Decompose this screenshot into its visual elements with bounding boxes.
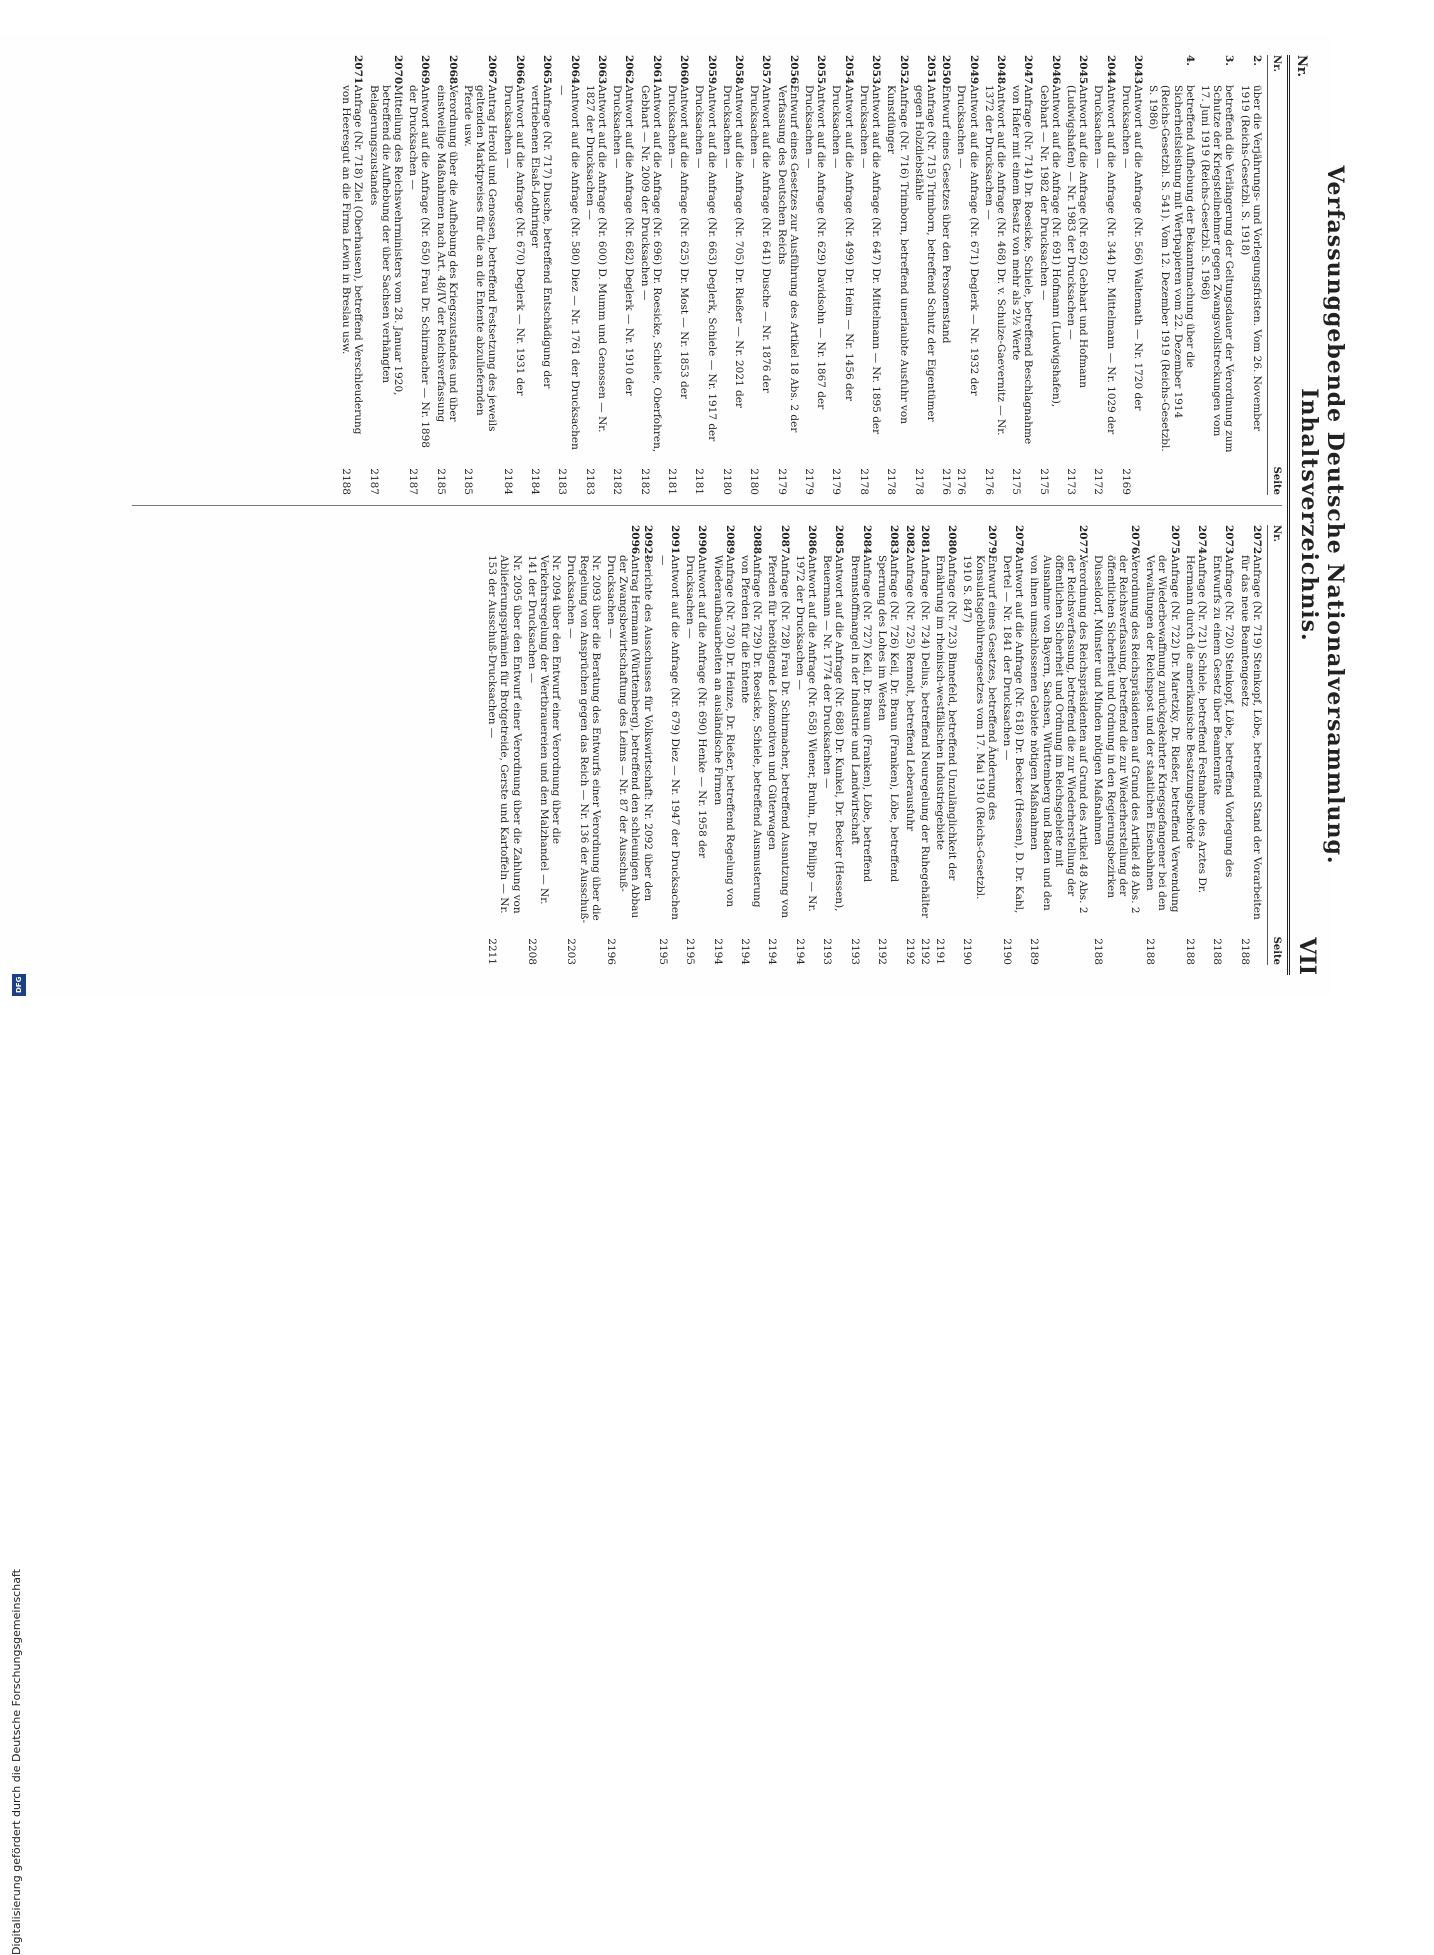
- dfg-logo-icon: DFG: [12, 974, 26, 996]
- entry-number: 2051.: [924, 55, 937, 88]
- entry-title: Anfrage (Nr. 714) Dr. Roesicke, Schiele, betreffend Beschlagnahme von Hafer mit einem Besatz von mehr als 2½ Werte: [1010, 85, 1035, 445]
- entry-page: 2172: [1092, 468, 1105, 495]
- entry-title: Antwort auf die Anfrage (Nr. 618) Dr. Becker (Hessen), D. Dr. Kahl, Dertel — Nr. 1841 der Drucksachen —: [1000, 555, 1026, 914]
- entry-number: 2087.: [778, 525, 791, 558]
- entry-title: Antwort auf die Anfrage (Nr. 658) Wiener, Bruhn, Dr. Philipp — Nr. 1972 der Drucksachen —: [793, 555, 819, 912]
- entry-page: 2175: [1010, 468, 1023, 495]
- entry-number: 2061.: [650, 55, 663, 88]
- index-entry: [913, 55, 937, 495]
- entry-page: 2185: [434, 468, 447, 495]
- index-entry: [849, 525, 873, 965]
- index-entry: [903, 525, 915, 965]
- right-entry-list: [486, 525, 1263, 965]
- index-entry: [611, 55, 635, 495]
- entry-page: 2194: [793, 938, 806, 965]
- entry-title: Antwort auf die Anfrage (Nr. 625) Dr. Most — Nr. 1853 der Drucksachen —: [666, 85, 691, 399]
- index-entry: [462, 55, 499, 495]
- entry-number: 2074.: [1195, 525, 1208, 558]
- entry-page: 2181: [693, 468, 706, 495]
- entry-title: Anfrage (Nr. 715) Trimborn, betreffend Schutz der Eigentümer gegen Holzdiebstähle: [912, 85, 937, 422]
- entry-number: 2062.: [623, 55, 636, 88]
- entry-title: Antwort auf die Anfrage (Nr. 688) Dr. Kunkel, Dr. Becker (Hessen), Beuermann — Nr. 1774 der Drucksachen —: [821, 555, 846, 912]
- entry-page: 2187: [367, 468, 380, 495]
- index-entry: [584, 55, 608, 495]
- entry-page: 2188: [1183, 938, 1196, 965]
- entry-number: 2043.: [1131, 55, 1144, 88]
- index-entry: [821, 525, 845, 965]
- right-column: [483, 525, 1282, 965]
- entry-title: Anfrage (Nr. 718) Ziel (Oberhausen), betreffend Verschleuderung von Heeresgut an die Firma Lewin in Breslau usw.: [340, 85, 365, 435]
- entry-page: 2187: [407, 468, 420, 495]
- entry-number: 2060.: [678, 55, 691, 88]
- entry-title: Antwort auf die Anfrage (Nr. 671) Deglerk — Nr. 1932 der Drucksachen —: [955, 85, 980, 396]
- left-nr-heading: Nr.: [1271, 55, 1282, 72]
- entry-number: 2077.: [1077, 525, 1090, 558]
- index-entry: [529, 55, 553, 495]
- entry-page: 2179: [803, 468, 816, 495]
- entry-page: 2180: [720, 468, 733, 495]
- page-title: Verfassunggebende Deutsche Nationalversammlung. Inhaltsverzeichnis.: [1296, 165, 1348, 865]
- entry-page: 2188: [1092, 938, 1105, 965]
- entry-title: Anfrage (Nr. 720) Steinkopf, Löbe, betreffend Vorlegung des Entwurfs zu einem Gesetz über Beamtenräte: [1211, 555, 1236, 878]
- index-entry: [605, 525, 654, 965]
- entry-page: 2195: [656, 938, 669, 965]
- entry-page: 2194: [766, 938, 779, 965]
- entry-title: Antwort auf die Anfrage (Nr. 663) Deglerk, Schiele — Nr. 1917 der Drucksachen —: [693, 85, 718, 442]
- entry-page: 2193: [821, 938, 834, 965]
- entry-page: 2192: [918, 938, 931, 965]
- entry-number: 2072.: [1250, 525, 1263, 558]
- index-entry: [693, 55, 717, 495]
- entry-title: Antwort auf die Anfrage (Nr. 705) Dr. Rießer — Nr. 2021 der Drucksachen —: [720, 85, 746, 409]
- entry-title: Antwort auf die Anfrage (Nr. 468) Dr. v. Schulze-Gaevernitz — Nr. 1372 der Drucksachen —: [982, 85, 1007, 436]
- entry-number: 3.: [1223, 55, 1236, 66]
- entry-title: Antwort auf die Anfrage (Nr. 580) Diez — Nr. 1761 der Drucksachen —: [556, 85, 581, 450]
- entry-title: Antwort auf die Anfrage (Nr. 641) Dusche — Nr. 1876 der Drucksachen —: [748, 85, 773, 393]
- header-nr-label: Nr.: [1294, 55, 1309, 78]
- entry-page: 2180: [748, 468, 761, 495]
- entry-number: 2073.: [1223, 525, 1236, 558]
- index-entry: [1147, 55, 1196, 495]
- index-entry: [766, 525, 790, 965]
- index-entry: [1065, 55, 1089, 495]
- index-entry: [1238, 55, 1262, 495]
- digitization-footer: [8, 0, 26, 1955]
- index-entry: [486, 525, 523, 965]
- entry-title: Entwurf eines Gesetzes zur Ausführung des Artikel 18 Abs. 2 der Verfassung des Deutschen Reichs: [775, 85, 800, 433]
- entry-page: 2176: [955, 468, 968, 495]
- entry-title: Antwort auf die Anfrage (Nr. 682) Deglerk — Nr. 1910 der Drucksachen —: [611, 85, 636, 396]
- index-entry: [565, 525, 602, 965]
- entry-number: 2.: [1250, 55, 1263, 66]
- entry-number: 2066.: [513, 55, 526, 88]
- entry-number: 2058.: [733, 55, 746, 88]
- entry-title: Nr. 2093 über die Beratung des Entwurfs einer Verordnung über die Regelung von Ansprüchen gegen das Reich — Nr. 136 der Ausschuß-Drucksachen —: [565, 555, 602, 924]
- entry-page: 2192: [876, 938, 889, 965]
- index-entry: [1092, 55, 1116, 495]
- entry-number: 2050.: [940, 55, 953, 88]
- entry-title: Antwort auf die Anfrage (Nr. 670) Deglerk — Nr. 1931 der Drucksachen —: [501, 85, 526, 396]
- entry-number: 2052.: [897, 55, 910, 88]
- index-entry: [748, 55, 772, 495]
- index-entry: [1238, 525, 1262, 965]
- entry-title: Antwort auf die Anfrage (Nr. 647) Dr. Mittelmann — Nr. 1895 der Drucksachen —: [857, 85, 883, 435]
- entry-number: 2083.: [888, 525, 901, 558]
- entry-page: 2183: [583, 468, 596, 495]
- index-entry: [739, 525, 763, 965]
- funding-notice: Digitalisierung gefördert durch die Deutsche Forschungsgemeinschaft: [10, 1569, 23, 1955]
- entry-page: 2188: [340, 468, 353, 495]
- entry-title: Anfrage (Nr. 726) Keil, Dr. Braun (Franken), Löbe, betreffend Sperrung des Lohes im Westen: [876, 555, 901, 883]
- page-number: VII: [1294, 937, 1320, 975]
- index-entry: [721, 55, 745, 495]
- entry-page: 2181: [666, 468, 679, 495]
- entry-number: 2078.: [1013, 525, 1026, 558]
- index-entry: [657, 525, 681, 965]
- entry-page: 2194: [739, 938, 752, 965]
- entry-title: Antwort auf die Anfrage (Nr. 650) Frau Dr. Schirmacher — Nr. 1898 der Drucksachen —: [407, 85, 432, 448]
- entry-title: über die Verjährungs- und Vorlegungsfristen. Vom 26. November 1919 (Reichs-Gesetzbl. S. 1918): [1238, 85, 1263, 432]
- entry-number: 2055.: [815, 55, 828, 88]
- index-entry: [775, 55, 799, 495]
- left-seite-heading: Seite: [1271, 466, 1282, 495]
- entry-page: 2196: [605, 938, 618, 965]
- entry-page: 2183: [556, 468, 569, 495]
- entry-title: Anfrage (Nr. 728) Frau Dr. Schirmacher, betreffend Ausnutzung von Pferden für benötigende Lokomotiven und Güterwagen: [766, 555, 791, 919]
- right-column-header: [1267, 525, 1282, 965]
- entry-number: 2065.: [541, 55, 554, 88]
- entry-title: betreffend Aufhebung der Bekanntmachung über die Sicherheitsleistung mit Wertpapieren vom 22. Dezember 1914 (Reichs-Gesetzbl. S. 541). Vom 12. Dezember 1919 (Reichs-Gesetzbl. S. 1986): [1147, 85, 1196, 452]
- index-entry: [940, 55, 952, 495]
- index-entry: [711, 525, 735, 965]
- entry-number: 2079.: [985, 525, 998, 558]
- entry-number: 2045.: [1077, 55, 1090, 88]
- entry-title: betreffend die Verlängerung der Geltungsdauer der Verordnung zum Schutze der Kriegsteilnehmer gegen Zwangsvollstreckungen vom 17. Juni 1919 (Reichs-Gesetzbl. S. 1968): [1198, 85, 1236, 453]
- entry-page: 2179: [830, 468, 843, 495]
- entry-title: Entwurf eines Gesetzes, betreffend Änderung des Konsulatsgebührengesetzes vom 17. Mai 1910 (Reichs-Gesetzbl. 1910 S. 847): [961, 555, 998, 900]
- entry-number: 2088.: [751, 525, 764, 558]
- index-entry: [858, 55, 882, 495]
- entry-title: Antwort auf die Anfrage (Nr. 679) Diez — Nr. 1947 der Drucksachen —: [656, 555, 682, 920]
- index-entry: [919, 525, 931, 965]
- entry-number: 2075.: [1168, 525, 1181, 558]
- index-entry: [1211, 525, 1235, 965]
- entry-number: 2076.: [1128, 525, 1141, 558]
- entry-page: 2182: [611, 468, 624, 495]
- entry-number: 2048.: [994, 55, 1007, 88]
- entry-title: Anfrage (Nr. 717) Dusche, betreffend Entschädigung der vertriebenen Elsaß-Lothringer: [529, 85, 554, 389]
- left-column-header: [1267, 55, 1282, 495]
- index-entry: [1199, 55, 1236, 495]
- entry-title: Antwort auf die Anfrage (Nr. 600) D. Mumm und Genossen — Nr. 1827 der Drucksachen —: [583, 85, 609, 433]
- entry-page: 2203: [565, 938, 578, 965]
- index-entry: [885, 55, 909, 495]
- entry-number: 2086.: [806, 525, 819, 558]
- index-entry: [983, 55, 1007, 495]
- entry-number: 2047.: [1022, 55, 1035, 88]
- entry-page: 2178: [912, 468, 925, 495]
- entry-number: 2053.: [870, 55, 883, 88]
- entry-number: 4.: [1183, 55, 1196, 66]
- entry-title: Antwort auf die Anfrage (Nr. 691) Hofmann (Ludwigshafen), Gebhart — Nr. 1982 der Drucksachen —: [1037, 85, 1062, 408]
- entry-page: 2189: [1028, 938, 1041, 965]
- index-entry: [501, 55, 525, 495]
- entry-number: 2063.: [596, 55, 609, 88]
- column-divider: [132, 505, 1282, 506]
- index-entry: [367, 55, 404, 495]
- left-entry-list: [340, 55, 1263, 495]
- entry-number: 2089.: [723, 525, 736, 558]
- entry-number: 2057.: [760, 55, 773, 88]
- entry-page: 2173: [1064, 468, 1077, 495]
- index-entry: [684, 525, 708, 965]
- entry-page: 2193: [848, 938, 861, 965]
- index-entry: [340, 55, 364, 495]
- entry-number: 2068.: [446, 55, 459, 88]
- entry-page: 2192: [903, 938, 916, 965]
- index-entry: [876, 525, 900, 965]
- entry-page: 2169: [1119, 468, 1132, 495]
- index-entry: [556, 55, 580, 495]
- index-entry: [1092, 525, 1141, 965]
- entry-number: 2082.: [903, 525, 916, 558]
- entry-title: Antwort auf die Anfrage (Nr. 499) Dr. Heim — Nr. 1456 der Drucksachen —: [830, 85, 855, 401]
- index-entry: [830, 55, 854, 495]
- index-entry: [794, 525, 818, 965]
- entry-page: 2194: [711, 938, 724, 965]
- index-entry: [955, 55, 979, 495]
- index-entry: [638, 55, 662, 495]
- index-entry: [526, 525, 563, 965]
- page-header: [1287, 55, 1348, 975]
- entry-title: Nr. 2094 über den Entwurf einer Verordnung über die Verkehrsregelung der Wertbrauereien und den Malzhandel — Nr. 141 der Drucksachen —: [525, 555, 563, 905]
- index-entry: [407, 55, 431, 495]
- index-entry: [1001, 525, 1025, 965]
- entry-title: Antwort auf die Anfrage (Nr. 344) Dr. Mittelmann — Nr. 1029 der Drucksachen —: [1092, 85, 1117, 435]
- entry-number: 2069.: [419, 55, 432, 88]
- entry-page: 2190: [961, 938, 974, 965]
- entry-number: 2059.: [705, 55, 718, 88]
- entry-page: 2184: [529, 468, 542, 495]
- entry-page: 2188: [1238, 938, 1251, 965]
- entry-title: Entwurf eines Gesetzes über den Personenstand: [940, 85, 953, 344]
- entry-page: 2176: [982, 468, 995, 495]
- entry-title: Anfrage (Nr. 716) Trimborn, betreffend unerlaubte Ausfuhr von Kunstdünger: [885, 85, 910, 424]
- entry-page: 2184: [501, 468, 514, 495]
- entry-title: Nr. 2095 über den Entwurf einer Verordnung über die Zahlung von Ablieferungsprämien für Brotgetreide, Gerste und Kartoffeln — Nr. 153 der Ausschuß-Drucksachen —: [486, 555, 523, 914]
- index-entry: [1037, 55, 1061, 495]
- entry-page: 2182: [638, 468, 651, 495]
- entry-number: 2049.: [967, 55, 980, 88]
- entry-title: Anfrage (Nr. 724) Delius, betreffend Neuregelung der Ruhegehälter: [918, 555, 931, 919]
- index-entry: [1010, 55, 1034, 495]
- entry-page: 2211: [486, 938, 499, 965]
- right-seite-heading: Seite: [1271, 936, 1282, 965]
- entry-title: Antrag Herold und Genossen, betreffend Festsetzung des jeweils geltenden Marktpreises für die an die Entente abzuliefernden Pferde usw.: [462, 85, 499, 432]
- entry-number: 2081.: [918, 525, 931, 558]
- entry-title: Verordnung über die Aufhebung des Kriegszustandes und über einstweilige Maßnahmen nach Art. 48/IV der Reichsverfassung: [434, 85, 459, 423]
- entry-title: Antwort auf die Anfrage (Nr. 629) Davidsohn — Nr. 1867 der Drucksachen —: [803, 85, 828, 410]
- entry-number: 2046.: [1049, 55, 1062, 88]
- entry-title: Anfrage (Nr. 727) Keil, Dr. Braun (Franken), Löbe, betreffend Brennstoffmangel in der Industrie und Landwirtschaft: [848, 555, 873, 883]
- entry-title: Anfrage (Nr. 719) Steinkopf, Löbe, betreffend Stand der Vorarbeiten für das neue Beamtengesetz: [1238, 555, 1263, 920]
- index-entry: [1144, 525, 1181, 965]
- entry-number: 2044.: [1104, 55, 1117, 88]
- entry-page: 2175: [1037, 468, 1050, 495]
- entry-page: 2179: [775, 468, 788, 495]
- entry-number: 2067.: [486, 55, 499, 88]
- document-page: [0, 35, 1348, 995]
- entry-title: Anfrage (Nr. 725) Rennolt, betreffend Leberausfuhr: [903, 555, 916, 832]
- entry-title: Antwort auf die Anfrage (Nr. 690) Henke — Nr. 1958 der Drucksachen —: [684, 555, 709, 859]
- entry-page: 2195: [684, 938, 697, 965]
- entry-page: 2190: [1000, 938, 1013, 965]
- index-entry: [961, 525, 998, 965]
- entry-title: Anfrage (Nr. 730) Dr. Heinze, Dr. Rießer, betreffend Regelung von Wiederaufbauarbeiten an ausländische Firmen: [711, 555, 736, 908]
- right-nr-heading: Nr.: [1271, 525, 1282, 542]
- entry-title: Antwort auf die Anfrage (Nr. 566) Waltemath — Nr. 1720 der Drucksachen —: [1119, 85, 1144, 411]
- entry-number: 2071.: [352, 55, 365, 88]
- entry-title: Anfrage (Nr. 723) Binnefeld, betreffend Unzulänglichkeit der Ernährung im rheinisch-westfälischen Industriegebiete: [933, 555, 959, 881]
- entry-page: 2188: [1211, 938, 1224, 965]
- entry-number: 2085.: [833, 525, 846, 558]
- entry-page: 2185: [462, 468, 475, 495]
- entry-number: 2056.: [787, 55, 800, 88]
- index-entry: [666, 55, 690, 495]
- left-column: [337, 55, 1282, 495]
- index-entry: [1184, 525, 1208, 965]
- entry-title: Anfrage (Nr. 722) Dr. Maretzky, Dr. Rießer, betreffend Verwendung der Wiederbewaffnung zurückgekehrter Kriegsgefangener bei den Verwaltungen der Reichspost und der staatlichen Eisenbahnen: [1144, 555, 1181, 913]
- entry-page: 2178: [857, 468, 870, 495]
- index-entry: [1028, 525, 1089, 965]
- entry-number: 2054.: [842, 55, 855, 88]
- entry-page: 2188: [1144, 938, 1157, 965]
- entry-title: Verordnung des Reichspräsidenten auf Grund des Artikel 48 Abs. 2 der Reichsverfassung, betreffend die zur Wiederherstellung der öffentlichen Sicherheit und Ordnung in den Regierungsbezirken Düsseldorf, Münster und Minden nötigen Maßnahmen: [1092, 555, 1141, 914]
- entry-title: Berichte des Ausschusses für Volkswirtschaft: Nr. 2092 über den Antrag Hermann (Württemberg), betreffend den schleunigen Abbau der Zwangsbewirtschaftung des Leims — Nr. 87 der Ausschuß-Drucksachen —: [605, 555, 654, 919]
- entry-number: 2080.: [946, 525, 959, 558]
- entry-number: 2091.: [669, 525, 682, 558]
- entry-title: Verordnung des Reichspräsidenten auf Grund des Artikel 48 Abs. 2 der Reichsverfassung, betreffend die zur Wiederherstellung der öffentlichen Sicherheit und Ordnung im Reichsgebiete mit Ausnahme von Bayern, Sachsen, Württemberg und Baden und den von ihnen umschlossenen Gebiete nötigen Maßnahmen: [1028, 555, 1090, 914]
- entry-title: Anfrage (Nr. 721) Schiele, betreffend Festnahme des Arztes Dr. Hermann durch die amerikanische Besatzungsbehörde: [1183, 555, 1208, 894]
- entry-page: 2208: [525, 938, 538, 965]
- index-entry: [1120, 55, 1144, 495]
- entry-number: 2070.: [392, 55, 404, 88]
- entry-page: 2178: [885, 468, 898, 495]
- entry-number: 2064.: [568, 55, 581, 88]
- index-entry: [934, 525, 958, 965]
- entry-number: 2090.: [696, 525, 709, 558]
- entry-title: Mitteilung des Reichswehrministers vom 28. Januar 1920, betreffend die Aufhebung der über Sachsen verhängten Belagerungszustandes: [367, 85, 404, 396]
- entry-page: 2176: [940, 468, 953, 495]
- entry-page: 2191: [933, 938, 946, 965]
- index-entry: [434, 55, 458, 495]
- entry-number: 2092–2096.: [629, 525, 654, 560]
- entry-number: 2084.: [860, 525, 873, 558]
- index-entry: [803, 55, 827, 495]
- entry-title: Antwort auf die Anfrage (Nr. 692) Gebhart und Hofmann (Ludwigshafen) — Nr. 1983 der Drucksachen —: [1064, 85, 1090, 389]
- entry-title: Anfrage (Nr. 729) Dr. Roesicke, Schiele, betreffend Ausmusterung von Pferden für die Entente: [739, 555, 764, 908]
- entry-title: Antwort auf die Anfrage (Nr. 696) Dr. Roesicke, Schiele, Oberfohren, Gebhart — Nr. 2009 der Drucksachen —: [638, 85, 663, 453]
